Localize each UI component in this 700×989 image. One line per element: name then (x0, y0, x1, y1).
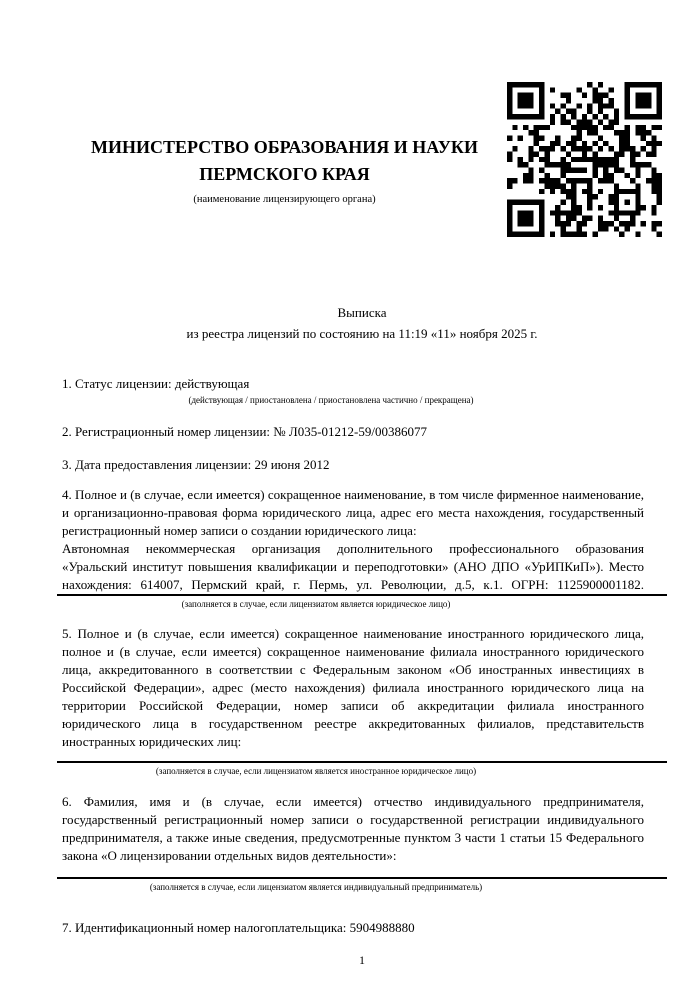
ministry-name-line2: ПЕРМСКОГО КРАЯ (199, 164, 370, 184)
ministry-name (62, 134, 507, 188)
page-number: 1 (359, 953, 365, 967)
item-5-rule-caption: (заполняется в случае, если лицензиатом является иностранное юридическое лицо) (155, 766, 477, 776)
item-6-rule-caption: (заполняется в случае, если лицензиатом является индивидуальный предприниматель) (149, 882, 483, 892)
item-7-taxpayer-number: 7. Идентификационный номер налогоплательщика: 5904988880 (62, 920, 415, 935)
document-title (62, 302, 662, 344)
item-1-status-options-caption: (действующая / приостановлена / приостановлена частично / прекращена) (188, 395, 474, 405)
item-2-registration-number: 2. Регистрационный номер лицензии: № Л035-01212-59/00386077 (62, 424, 428, 439)
item-4-legal-entity-label: 4. Полное и (в случае, если имеется) сокращенное наименование, в том числе фирменное наименование, и организационно-правовая форма юридического лица, адрес его места нахождения, государственный регистрационный номер записи о создании юридического лица: (62, 487, 644, 538)
qr-code (507, 82, 662, 237)
item-5-foreign-entity-label: 5. Полное и (в случае, если имеется) сокращенное наименование иностранного юридического лица, полное и (в случае, если имеется) сокращенное наименование филиала иностранного юридического лица, аккредитованного в соответствии с Федеральным законом «Об иностранных инвестициях в Российской Федерации», адрес (место нахождения) филиала иностранного юридического лица на территории Российской Федерации, номер записи об аккредитации филиала иностранного юридического лица в государственном реестре аккредитованных филиалов, представительств иностранных юридических лиц: (62, 626, 644, 749)
item-4-legal-entity-value: Автономная некоммерческая организация дополнительного профессионального образования «Уральский институт повышения квалификации и переподготовки» (АНО ДПО «УрИПКиП»). Место нахождения: 614007, Пермский край, г. Пермь, ул. Революции, д.5, к.1. ОГРН: 1125900001182. (62, 541, 644, 592)
ministry-caption: (наименование лицензирующего органа) (193, 194, 376, 205)
item-1-license-status: 1. Статус лицензии: действующая (62, 376, 250, 391)
licensing-authority-block (62, 82, 507, 237)
ministry-name-line1: МИНИСТЕРСТВО ОБРАЗОВАНИЯ И НАУКИ (91, 137, 478, 157)
item-6-entrepreneur-label: 6. Фамилия, имя и (в случае, если имеется) отчество индивидуального предпринимателя, государственный регистрационный номер записи о государственной регистрации индивидуального предпринимателя, а также иные сведения, предусмотренные пунктом 3 части 1 статьи 15 Федерального закона «О лицензировании отдельных видов деятельности»: (62, 794, 644, 863)
item-4-rule-caption: (заполняется в случае, если лицензиатом является юридическое лицо) (181, 599, 451, 609)
document-title-line2: из реестра лицензий по состоянию на 11:19 «11» ноября 2025 г. (186, 326, 538, 341)
document-header (62, 82, 662, 237)
document-title-line1: Выписка (337, 305, 387, 320)
item-3-license-date: 3. Дата предоставления лицензии: 29 июня 2012 (62, 457, 330, 472)
